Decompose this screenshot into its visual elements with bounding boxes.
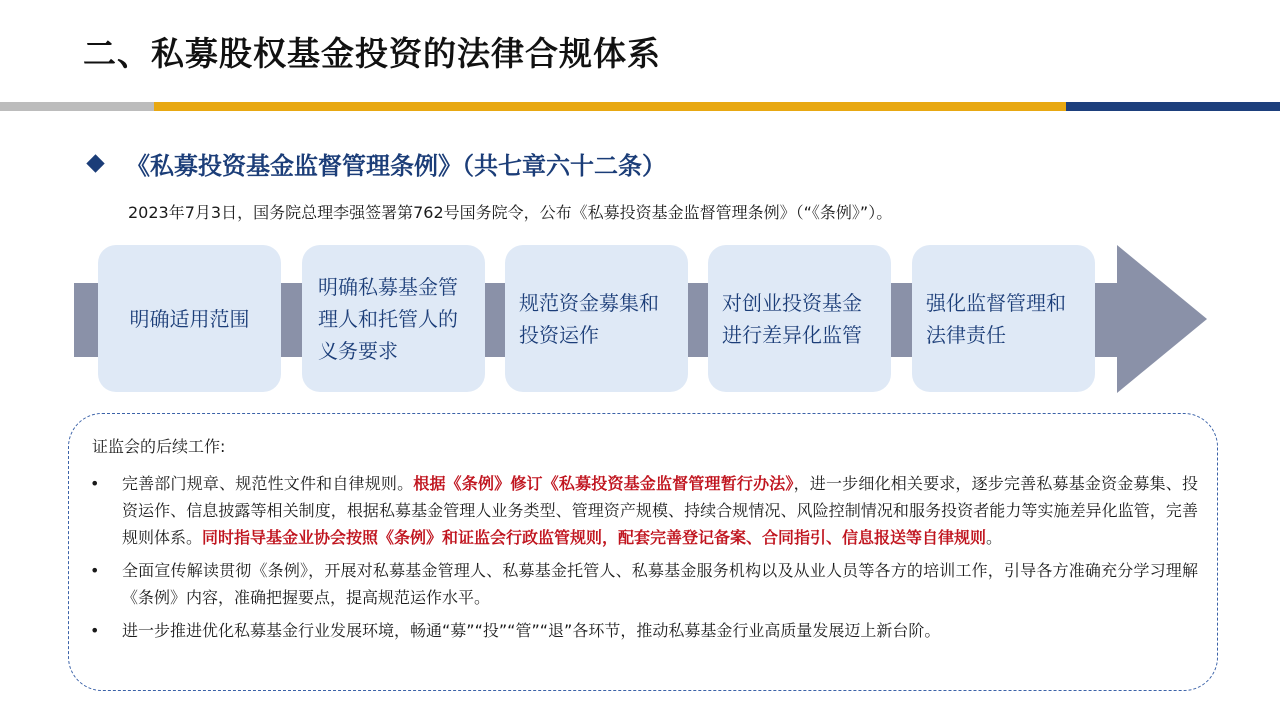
bullet-dot-icon: • (90, 474, 100, 493)
diamond-bullet-icon (86, 154, 104, 172)
divider-navy-segment (1066, 102, 1280, 111)
section-heading (86, 146, 666, 181)
follow-up-item (86, 470, 1198, 551)
follow-up-heading: 证监会的后续工作: (92, 437, 226, 456)
process-step-label: 对创业投资基金进行差异化监管 (722, 290, 862, 347)
process-step-label: 规范资金募集和投资运作 (519, 290, 659, 347)
follow-up-item (86, 557, 1198, 611)
process-step-label: 明确适用范围 (129, 306, 250, 331)
emphasis-text: 同时指导基金业协会按照《条例》和证监会行政监管规则，配套完善登记备案、合同指引、信息报送等自律规则 (202, 528, 987, 547)
process-arrow-icon (1117, 245, 1207, 393)
body-text: ，进一步细化相关要求，逐步完善私募基金资金募集、投资运作、信息披露等相关制度，根据私募基金管理人业务类型、管理资产规模、持续合规情况、风险控制情况和服务投资者能力等实施差异化监管，完善规则体系。 (122, 474, 1198, 547)
process-step-2 (302, 245, 485, 392)
process-step-5 (912, 245, 1095, 392)
bullet-dot-icon: • (90, 621, 100, 640)
emphasis-text: 根据《条例》修订《私募投资基金监督管理暂行办法》 (413, 474, 794, 493)
body-text: 完善部门规章、规范性文件和自律规则。 (122, 474, 414, 493)
process-step-label: 强化监督管理和法律责任 (926, 290, 1066, 347)
process-step-label: 明确私募基金管理人和托管人的义务要求 (318, 274, 458, 363)
process-step-1 (98, 245, 281, 392)
section-heading-text: 《私募投资基金监督管理条例》（共七章六十二条） (126, 152, 666, 180)
follow-up-item (86, 617, 1198, 644)
page-title: 二、私募股权基金投资的法律合规体系 (83, 34, 661, 73)
process-step-3 (505, 245, 688, 392)
bullet-dot-icon: • (90, 561, 100, 580)
process-step-4 (708, 245, 891, 392)
follow-up-list (86, 470, 1198, 650)
body-text: 进一步推进优化私募基金行业发展环境，畅通“募”“投”“管”“退”各环节，推动私募基金行业高质量发展迈上新台阶。 (122, 621, 941, 640)
intro-text: 2023年7月3日，国务院总理李强签署第762号国务院令，公布《私募投资基金监督管理条例》（“《条例》”）。 (128, 203, 893, 222)
body-text: 全面宣传解读贯彻《条例》，开展对私募基金管理人、私募基金托管人、私募基金服务机构以及从业人员等各方的培训工作，引导各方准确充分学习理解《条例》内容，准确把握要点，提高规范运作水平。 (122, 561, 1198, 607)
divider-gold-segment (154, 102, 1066, 111)
body-text: 。 (986, 528, 1003, 547)
divider-gray-segment (0, 102, 154, 111)
